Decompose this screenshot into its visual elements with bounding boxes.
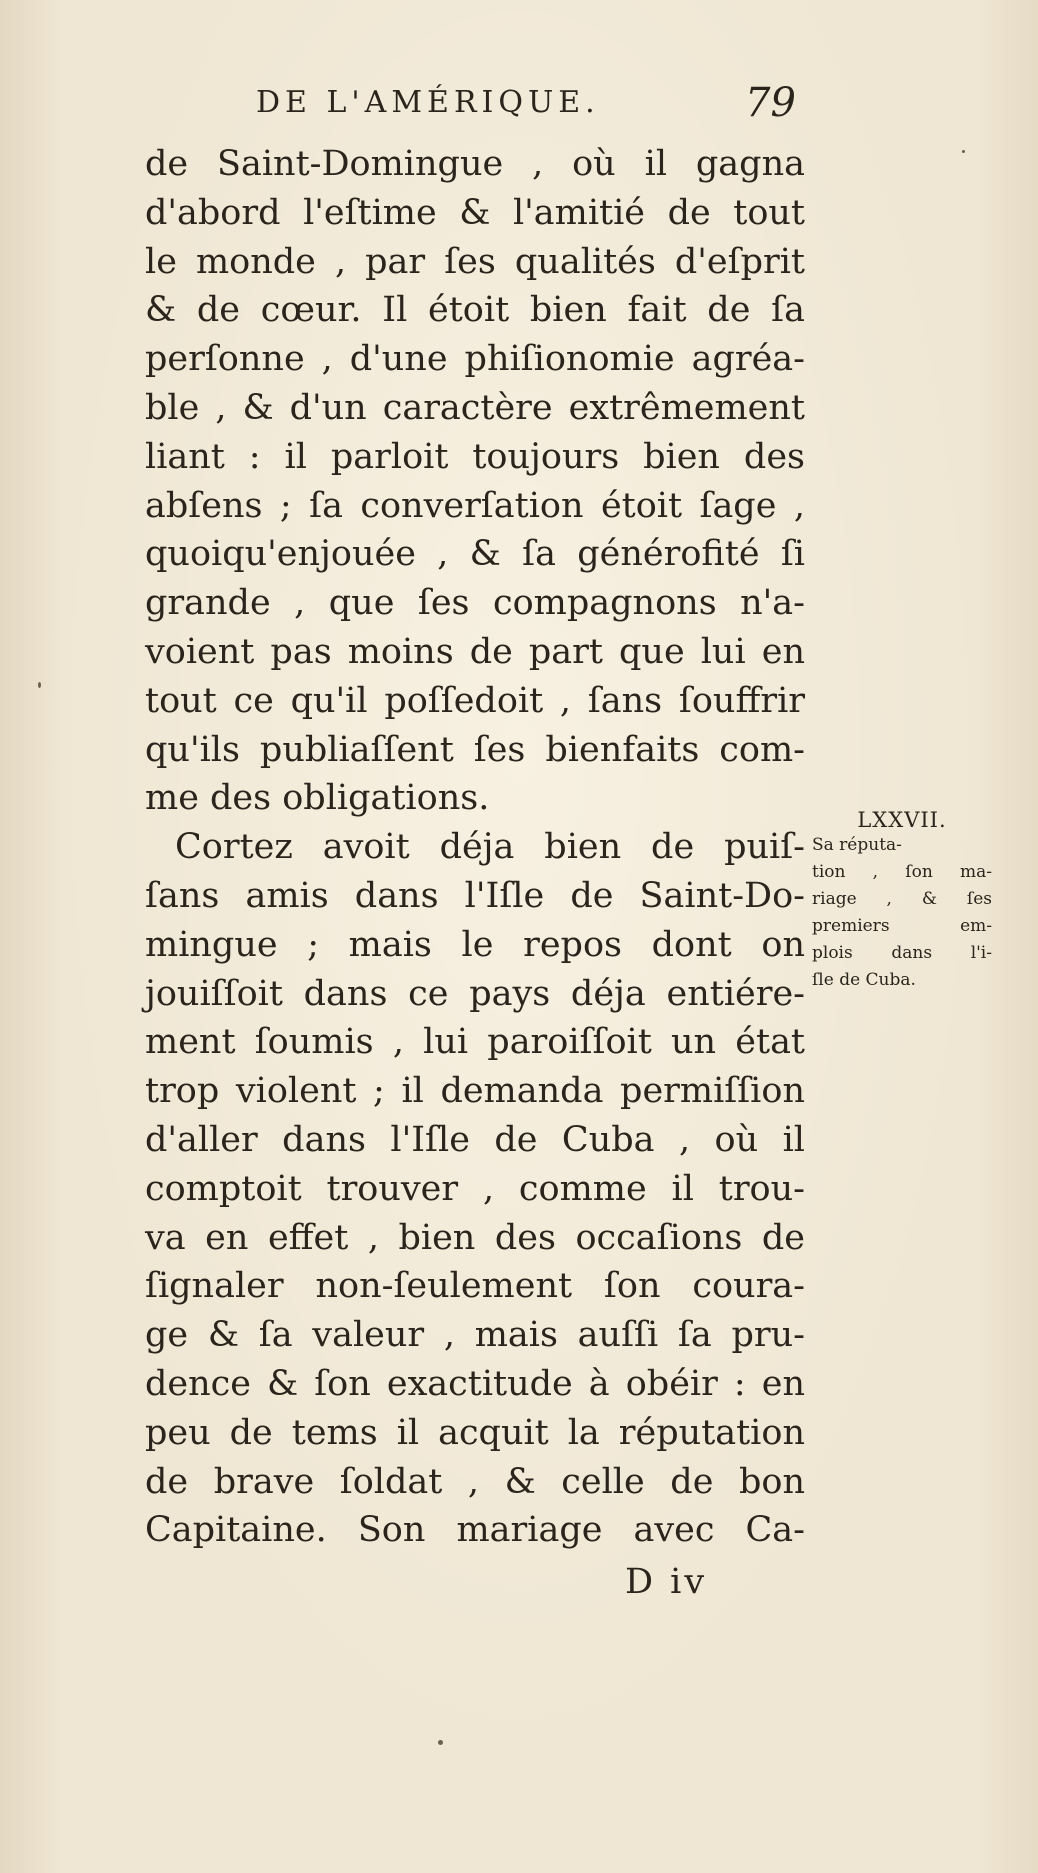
text-line: mingue ; mais le repos dont on: [145, 924, 805, 965]
margin-note-number: LXXVII.: [857, 808, 947, 832]
text-line: perſonne , d'une phiſionomie agréa-: [145, 339, 805, 380]
text-line: abſens ; ſa converſation étoit ſage ,: [145, 485, 805, 526]
text-line: dence & ſon exactitude à obéir : en: [145, 1363, 805, 1404]
margin-note-line: premiers em-: [812, 916, 992, 936]
text-line: voient pas moins de part que lui en: [145, 631, 805, 672]
running-head: [240, 78, 800, 128]
text-line: ſignaler non-ſeulement ſon coura-: [145, 1266, 805, 1307]
text-line: d'abord l'eſtime & l'amitié de tout: [145, 192, 805, 233]
ink-speck: [962, 150, 965, 153]
text-line: d'aller dans l'Iſle de Cuba , où il: [145, 1119, 805, 1160]
margin-note-line: plois dans l'i-: [812, 943, 992, 963]
margin-note-line: Sa réputa-: [812, 835, 902, 855]
text-line: va en effet , bien des occaſions de: [145, 1217, 805, 1258]
page-number: 79: [745, 80, 796, 126]
text-line: ſans amis dans l'Iſle de Saint-Do-: [145, 875, 805, 916]
running-head-title: DE L'AMÉRIQUE.: [256, 85, 600, 120]
text-line: trop violent ; il demanda permiſſion: [145, 1071, 805, 1112]
text-line: Cortez avoit déja bien de puiſ-: [175, 827, 805, 868]
text-line: ble , & d'un caractère extrêmement: [145, 387, 805, 428]
text-line: qu'ils publiaſſent ſes bienfaits com-: [145, 729, 805, 770]
text-line: ge & ſa valeur , mais auſſi ſa pru-: [145, 1315, 805, 1356]
text-line: le monde , par ſes qualités d'eſprit: [145, 241, 805, 282]
text-line: quoiqu'enjouée , & ſa générofité ſi: [145, 534, 805, 575]
text-line: de brave ſoldat , & celle de bon: [145, 1461, 805, 1502]
text-line: tout ce qu'il poſſedoit , ſans ſouffrir: [145, 680, 805, 721]
margin-note-line: tion , ſon ma-: [812, 862, 992, 882]
text-line: peu de tems il acquit la réputation: [145, 1412, 805, 1453]
ink-speck: [38, 682, 41, 688]
margin-note: [812, 808, 992, 994]
signature-mark: D iv: [625, 1562, 708, 1602]
text-line: de Saint-Domingue , où il gagna: [145, 144, 805, 184]
text-line: jouiſſoit dans ce pays déja entiére-: [145, 973, 805, 1014]
text-line: & de cœur. Il étoit bien fait de ſa: [145, 290, 805, 331]
text-line: me des obligations.: [145, 778, 490, 819]
body-text: [145, 140, 805, 1555]
ink-speck: [438, 1740, 443, 1745]
margin-note-line: riage , & ſes: [812, 889, 992, 909]
text-line: liant : il parloit toujours bien des: [145, 436, 805, 477]
text-line: comptoit trouver , comme il trou-: [145, 1168, 805, 1209]
margin-note-line: ſle de Cuba.: [812, 970, 916, 990]
text-line: grande , que ſes compagnons n'a-: [145, 583, 805, 624]
text-line: ment ſoumis , lui paroiſſoit un état: [145, 1022, 805, 1063]
text-line: Capitaine. Son mariage avec Ca-: [145, 1510, 805, 1551]
